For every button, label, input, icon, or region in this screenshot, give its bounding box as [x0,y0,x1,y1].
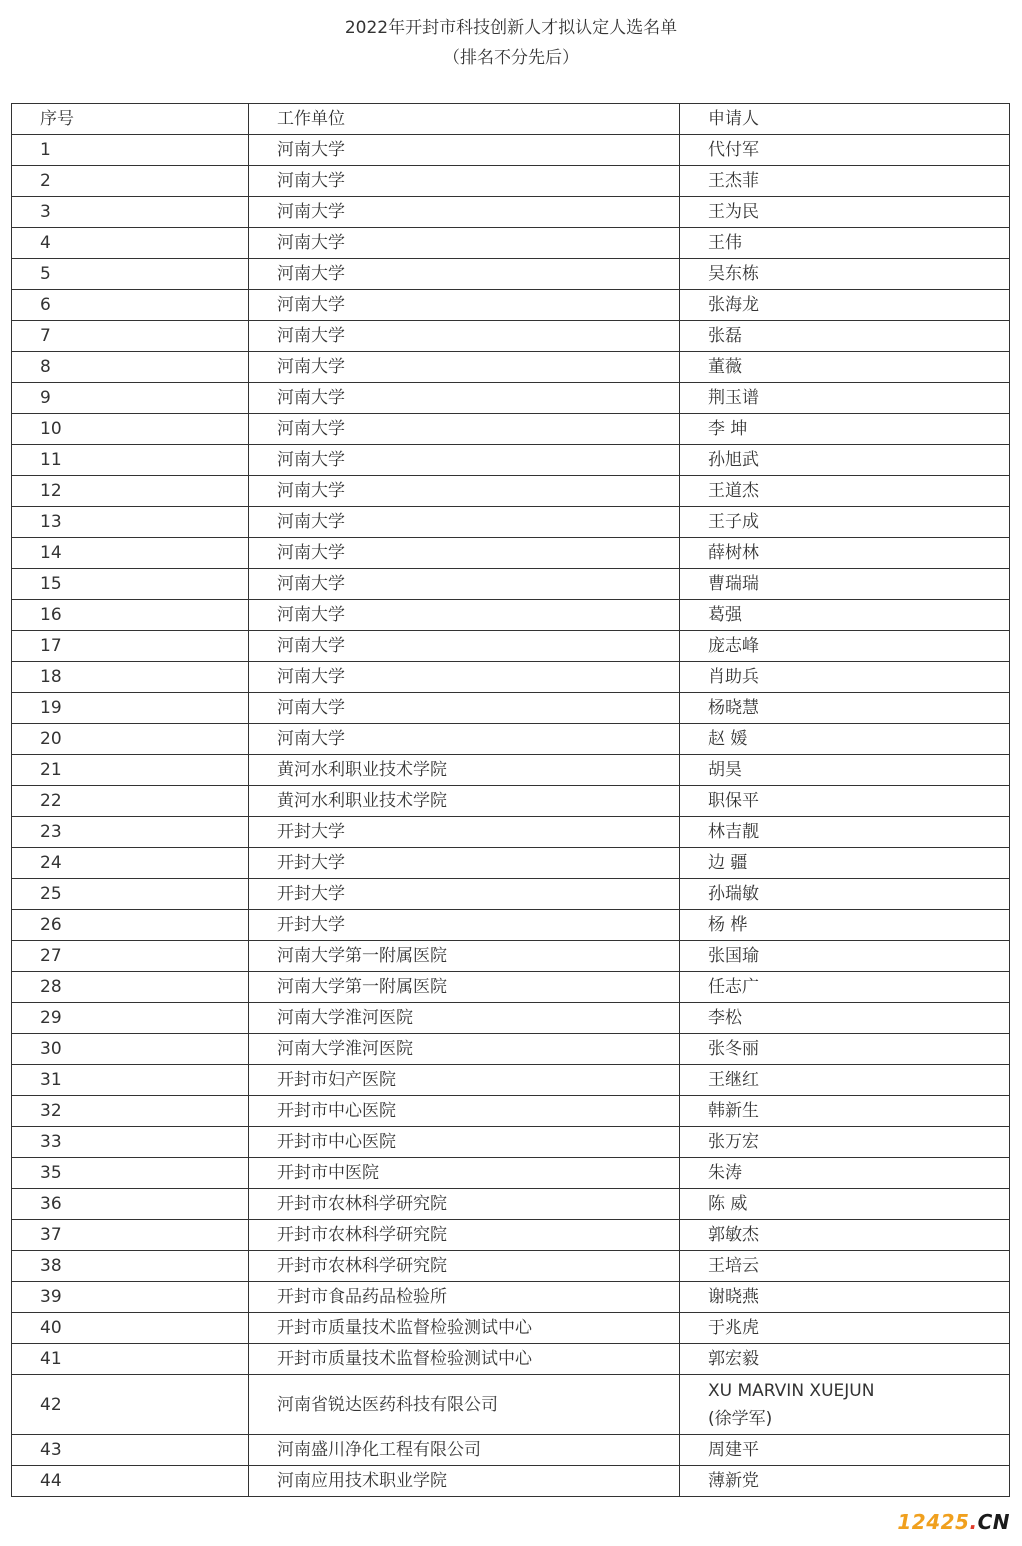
cell-index: 19 [12,693,249,724]
cell-organization: 开封市中医院 [249,1158,680,1189]
cell-index: 35 [12,1158,249,1189]
cell-applicant: 薄新党 [680,1466,1010,1497]
cell-applicant: 胡昊 [680,755,1010,786]
cell-applicant: 张万宏 [680,1127,1010,1158]
candidate-table [11,103,1010,1497]
cell-index: 21 [12,755,249,786]
watermark-dot: . [969,1510,978,1534]
cell-organization: 河南大学 [249,228,680,259]
cell-index: 8 [12,352,249,383]
cell-applicant: 薛树林 [680,538,1010,569]
cell-applicant: 吴东栋 [680,259,1010,290]
cell-organization: 开封大学 [249,817,680,848]
cell-index: 43 [12,1435,249,1466]
cell-applicant: 张国瑜 [680,941,1010,972]
cell-applicant: 赵 媛 [680,724,1010,755]
table-row [12,569,1010,600]
cell-organization: 河南大学 [249,538,680,569]
cell-applicant: 郭宏毅 [680,1344,1010,1375]
table-row [12,1220,1010,1251]
cell-index: 41 [12,1344,249,1375]
cell-applicant: 陈 威 [680,1189,1010,1220]
table-row [12,1282,1010,1313]
cell-index: 37 [12,1220,249,1251]
cell-index: 11 [12,445,249,476]
table-row [12,414,1010,445]
cell-index: 32 [12,1096,249,1127]
table-header-row [12,104,1010,135]
table-row [12,1034,1010,1065]
cell-index: 44 [12,1466,249,1497]
cell-organization: 河南大学 [249,414,680,445]
cell-index: 31 [12,1065,249,1096]
cell-organization: 河南大学 [249,197,680,228]
cell-applicant: 王杰菲 [680,166,1010,197]
table-row [12,817,1010,848]
cell-index: 13 [12,507,249,538]
table-row [12,1344,1010,1375]
cell-index: 26 [12,910,249,941]
cell-applicant: 王培云 [680,1251,1010,1282]
table-row [12,1189,1010,1220]
cell-organization: 开封市农林科学研究院 [249,1220,680,1251]
cell-organization: 河南大学 [249,135,680,166]
cell-index: 5 [12,259,249,290]
cell-applicant: 张冬丽 [680,1034,1010,1065]
cell-organization: 开封市质量技术监督检验测试中心 [249,1313,680,1344]
site-watermark-logo [897,1510,1010,1534]
cell-organization: 河南大学 [249,662,680,693]
cell-applicant: 杨 桦 [680,910,1010,941]
table-row [12,910,1010,941]
cell-applicant: 葛强 [680,600,1010,631]
cell-organization: 河南大学 [249,321,680,352]
cell-organization: 开封大学 [249,910,680,941]
document-subtitle: （排名不分先后） [443,48,579,68]
cell-index: 2 [12,166,249,197]
cell-applicant: 周建平 [680,1435,1010,1466]
cell-index: 29 [12,1003,249,1034]
table-row [12,972,1010,1003]
cell-organization: 河南大学 [249,383,680,414]
document-title: 2022年开封市科技创新人才拟认定人选名单 [344,18,678,38]
cell-organization: 河南应用技术职业学院 [249,1466,680,1497]
watermark-number: 12425 [897,1510,970,1534]
table-row [12,321,1010,352]
cell-organization: 河南大学 [249,445,680,476]
cell-organization: 河南大学 [249,259,680,290]
cell-index: 36 [12,1189,249,1220]
table-row [12,135,1010,166]
cell-index: 14 [12,538,249,569]
cell-applicant: 孙瑞敏 [680,879,1010,910]
cell-index: 28 [12,972,249,1003]
cell-applicant: 杨晓慧 [680,693,1010,724]
cell-applicant: 张磊 [680,321,1010,352]
cell-applicant: 林吉靓 [680,817,1010,848]
cell-index: 17 [12,631,249,662]
cell-organization: 河南大学 [249,569,680,600]
table-row [12,941,1010,972]
cell-organization: 河南大学 [249,166,680,197]
cell-index: 18 [12,662,249,693]
table-row [12,1065,1010,1096]
table-row [12,848,1010,879]
table-row [12,1435,1010,1466]
cell-applicant: 任志广 [680,972,1010,1003]
table-row [12,1096,1010,1127]
cell-index: 38 [12,1251,249,1282]
cell-organization: 河南大学 [249,600,680,631]
table-row [12,1313,1010,1344]
cell-applicant: 朱涛 [680,1158,1010,1189]
table-row [12,352,1010,383]
table-row [12,166,1010,197]
cell-index: 42 [12,1375,249,1435]
cell-applicant: 谢晓燕 [680,1282,1010,1313]
table-row [12,724,1010,755]
cell-index: 7 [12,321,249,352]
cell-index: 39 [12,1282,249,1313]
cell-applicant: 王伟 [680,228,1010,259]
cell-index: 40 [12,1313,249,1344]
cell-applicant: 郭敏杰 [680,1220,1010,1251]
cell-organization: 河南大学 [249,476,680,507]
cell-index: 25 [12,879,249,910]
cell-organization: 河南大学 [249,352,680,383]
table-row [12,290,1010,321]
table-row [12,507,1010,538]
cell-index: 1 [12,135,249,166]
table-row [12,197,1010,228]
column-header-organization: 工作单位 [249,104,680,135]
cell-index: 10 [12,414,249,445]
cell-applicant: 董薇 [680,352,1010,383]
cell-applicant: 代付军 [680,135,1010,166]
cell-applicant: 王子成 [680,507,1010,538]
cell-applicant: 庞志峰 [680,631,1010,662]
cell-organization: 河南盛川净化工程有限公司 [249,1435,680,1466]
table-row [12,476,1010,507]
cell-index: 12 [12,476,249,507]
cell-organization: 河南大学 [249,693,680,724]
cell-organization: 开封市质量技术监督检验测试中心 [249,1344,680,1375]
table-row [12,1375,1010,1435]
cell-applicant: 王道杰 [680,476,1010,507]
cell-applicant: 荆玉谱 [680,383,1010,414]
cell-organization: 开封市中心医院 [249,1096,680,1127]
table-row [12,693,1010,724]
table-row [12,538,1010,569]
table-row [12,445,1010,476]
cell-organization: 河南大学 [249,290,680,321]
cell-organization: 河南大学淮河医院 [249,1034,680,1065]
table-row [12,600,1010,631]
cell-index: 23 [12,817,249,848]
table-row [12,662,1010,693]
cell-index: 16 [12,600,249,631]
cell-organization: 河南省锐达医药科技有限公司 [249,1375,680,1435]
table-row [12,383,1010,414]
cell-applicant: 王为民 [680,197,1010,228]
watermark-tld: CN [977,1510,1010,1534]
cell-index: 33 [12,1127,249,1158]
cell-applicant: 于兆虎 [680,1313,1010,1344]
cell-index: 6 [12,290,249,321]
cell-applicant: 李 坤 [680,414,1010,445]
table-row [12,1158,1010,1189]
cell-index: 3 [12,197,249,228]
table-row [12,879,1010,910]
cell-applicant: 孙旭武 [680,445,1010,476]
cell-organization: 开封市农林科学研究院 [249,1189,680,1220]
cell-organization: 河南大学第一附属医院 [249,941,680,972]
cell-index: 9 [12,383,249,414]
cell-organization: 黄河水利职业技术学院 [249,755,680,786]
cell-applicant: 韩新生 [680,1096,1010,1127]
cell-organization: 河南大学第一附属医院 [249,972,680,1003]
cell-index: 15 [12,569,249,600]
table-row [12,631,1010,662]
cell-index: 30 [12,1034,249,1065]
table-row [12,1127,1010,1158]
column-header-index: 序号 [12,104,249,135]
cell-applicant: XU MARVIN XUEJUN (徐学军) [680,1375,1010,1435]
cell-applicant: 边 疆 [680,848,1010,879]
cell-index: 4 [12,228,249,259]
cell-organization: 开封大学 [249,879,680,910]
cell-organization: 河南大学 [249,631,680,662]
cell-organization: 开封大学 [249,848,680,879]
cell-applicant: 张海龙 [680,290,1010,321]
cell-index: 20 [12,724,249,755]
cell-organization: 开封市食品药品检验所 [249,1282,680,1313]
cell-organization: 河南大学淮河医院 [249,1003,680,1034]
table-row [12,786,1010,817]
cell-applicant: 肖助兵 [680,662,1010,693]
cell-applicant: 曹瑞瑞 [680,569,1010,600]
cell-organization: 开封市农林科学研究院 [249,1251,680,1282]
table-row [12,228,1010,259]
cell-applicant: 李松 [680,1003,1010,1034]
cell-applicant: 王继红 [680,1065,1010,1096]
cell-index: 27 [12,941,249,972]
cell-organization: 开封市妇产医院 [249,1065,680,1096]
cell-organization: 河南大学 [249,724,680,755]
table-row [12,1003,1010,1034]
cell-organization: 开封市中心医院 [249,1127,680,1158]
cell-organization: 黄河水利职业技术学院 [249,786,680,817]
cell-index: 22 [12,786,249,817]
table-row [12,259,1010,290]
cell-organization: 河南大学 [249,507,680,538]
table-row [12,755,1010,786]
cell-applicant: 职保平 [680,786,1010,817]
cell-index: 24 [12,848,249,879]
table-row [12,1466,1010,1497]
column-header-applicant: 申请人 [680,104,1010,135]
table-row [12,1251,1010,1282]
